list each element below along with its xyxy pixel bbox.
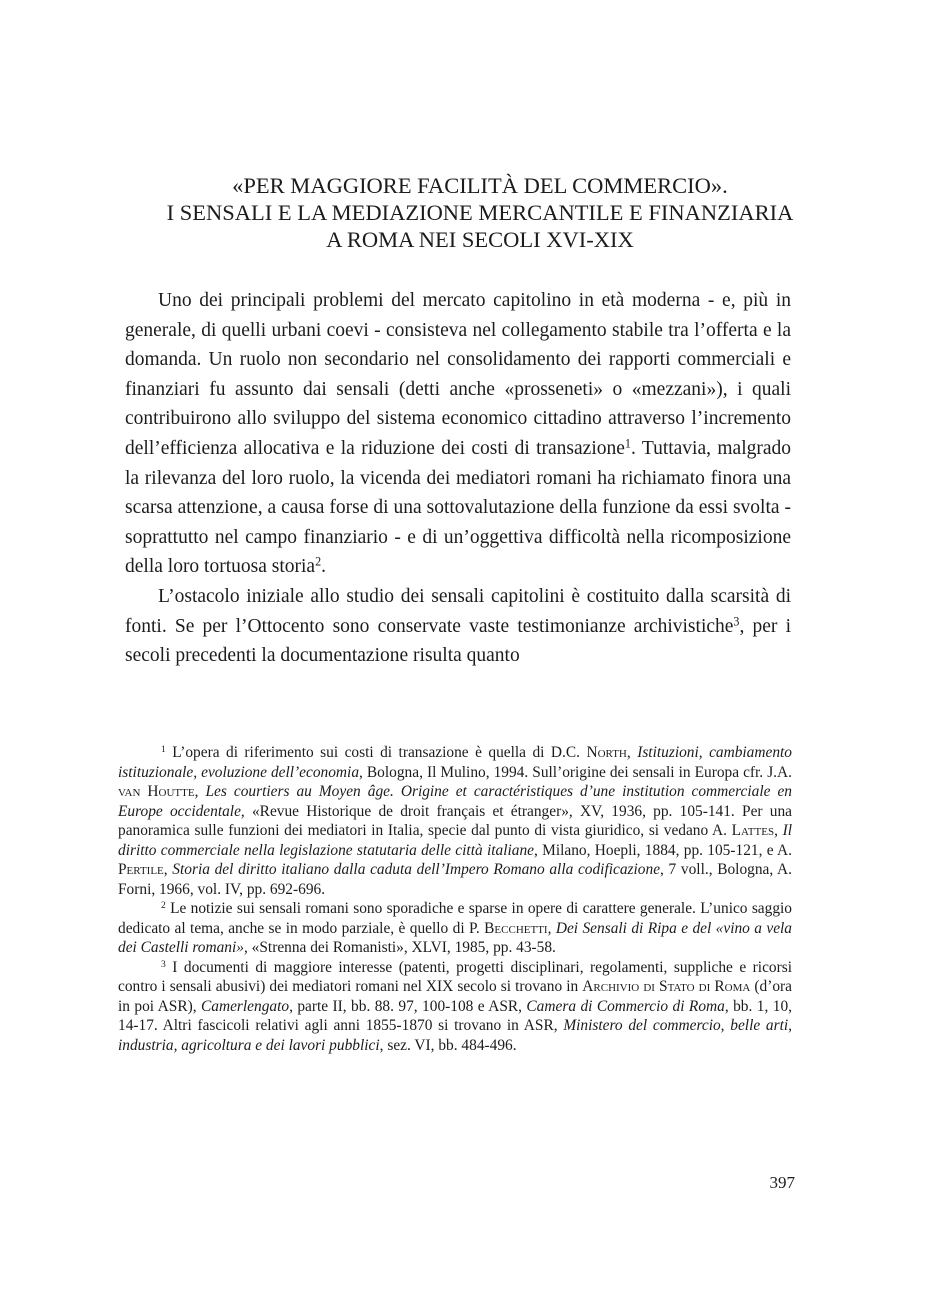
footnote-1-number: 1 [161, 743, 166, 755]
paragraph-1-text-b: . Tuttavia, malgrado la rilevanza del loro ruolo, la vicenda dei mediatori romani ha richiamato finora una scarsa attenzione, a causa forse di una sottovalutazione della funzione da essi svolta - soprattutto nel campo finanziario - e di un’oggettiva difficoltà nella ricomposizione della loro tortuosa storia [125, 437, 792, 578]
fn2-author: Becchetti [484, 919, 548, 937]
paragraph-2-text-a: L’ostacolo iniziale allo studio dei sensali capitolini è costituito dalla scarsità di fonti. Se per l’Ottocento sono conservate vaste testimonianze archivistiche [125, 585, 791, 637]
fn2-text: , «Strenna dei Romanisti», XLVI, 1985, pp. 43-58. [243, 939, 556, 956]
footnote-3-number: 3 [161, 958, 166, 970]
paragraph-2-text-b: , per i secoli precedenti la documentazione risulta quanto [125, 615, 791, 667]
fn3-text: , sez. VI, bb. 484-496. [379, 1036, 517, 1054]
footnotes [118, 743, 792, 1055]
fn1-text: , [163, 861, 173, 878]
footnote-ref-2: 2 [315, 554, 322, 569]
fn3-text: I documenti di maggiore interesse (patenti, progetti disciplinari, regolamenti, suppliche e ricorsi contro i sensali abusivi) dei mediatori romani nel XIX secolo si trovano in [118, 958, 792, 995]
paragraph-2 [125, 582, 791, 671]
footnote-2 [118, 899, 792, 958]
fn2-text: , [547, 919, 556, 937]
fn1-text: , [194, 783, 206, 800]
fn3-fonds: Camerlengato [201, 997, 290, 1015]
fn3-archive: Archivio di Stato di Roma [582, 978, 751, 995]
title-line-1: «PER MAGGIORE FACILITÀ DEL COMMERCIO». [232, 173, 728, 198]
fn1-work-title: Istituzioni, cambiamento istituzionale, evoluzione dell’economia [118, 744, 792, 781]
fn1-text: , 7 voll., Bologna, A. Forni, 1966, vol. IV, pp. 692-696. [118, 861, 792, 898]
footnote-1 [118, 743, 792, 899]
fn3-fonds: Ministero del commercio, belle arti, industria, agricoltura e dei lavori pubblici [118, 1017, 793, 1054]
fn1-text: , Milano, Hoepli, 1884, pp. 105-121, e A. [534, 841, 792, 859]
page-number: 397 [769, 1173, 795, 1192]
fn1-work-title: Il diritto commerciale nella legislazione statutaria delle città italiane [118, 822, 792, 859]
title-line-2: I SENSALI E LA MEDIAZIONE MERCANTILE E FINANZIARIA [166, 200, 794, 225]
footnote-2-number: 2 [161, 899, 166, 911]
paragraph-1-text-a: Uno dei principali problemi del mercato capitolino in età moderna - e, più in generale, di quelli urbani coevi - consisteva nel collegamento stabile tra l’offerta e la domanda. Un ruolo non secondario nel consolidamento dei rapporti commerciali e finanziari fu assunto dai sensali (detti anche «prosseneti» o «mezzani»), i quali contribuirono allo sviluppo del sistema economico cittadino attraverso l’incremento dell’efficienza allocativa e la riduzione dei costi di transazione [125, 290, 791, 459]
fn2-work-title: Dei Sensali di Ripa e del «vino a vela dei Castelli romani» [118, 919, 793, 956]
fn1-text: , Bologna, Il Mulino, 1994. Sull’origine dei sensali in Europa cfr. J.A. [359, 763, 792, 781]
fn1-author: van Houtte [118, 783, 195, 800]
footnote-ref-3: 3 [733, 613, 740, 628]
footnote-3 [118, 958, 792, 1056]
fn1-work-title: Storia del diritto italiano dalla caduta dell’Impero Romano alla codificazione [172, 861, 661, 878]
fn3-text: (d’ora in poi ASR), [118, 978, 792, 1015]
article-title [120, 172, 840, 253]
footnote-ref-1: 1 [624, 436, 631, 451]
title-line-3: A ROMA NEI SECOLI XVI-XIX [326, 227, 634, 252]
paragraph-1 [125, 286, 791, 582]
fn1-author: North [586, 744, 627, 761]
fn2-text: Le notizie sui sensali romani sono sporadiche e sparse in opere di carattere generale. L’unico saggio dedicato al tema, anche se in modo parziale, è quello di P. [118, 900, 792, 937]
paragraph-1-text-c: . [321, 556, 326, 578]
fn3-text: , parte II, bb. 88. 97, 100-108 e ASR, [289, 997, 527, 1015]
fn1-text: , [626, 744, 638, 761]
fn3-text: , bb. 1, 10, 14-17. Altri fascicoli relativi agli anni 1855-1870 si trovano in ASR, [118, 997, 792, 1034]
fn1-work-title: Les courtiers au Moyen âge. Origine et caractéristiques d’une institution commerciale en Europe occidentale [118, 783, 792, 820]
fn1-author: Lattes [731, 822, 775, 839]
fn3-fonds: Camera di Commercio di Roma [526, 997, 725, 1015]
fn1-text: L’opera di riferimento sui costi di transazione è quella di D.C. [165, 744, 587, 761]
fn1-text: , «Revue Historique de droit français et étranger», XV, 1936, pp. 105-141. Per una panoramica sulle funzioni dei mediatori in Italia, specie dal punto di vista giuridico, si vedano A. [118, 802, 792, 839]
main-text [125, 286, 791, 671]
fn1-text: , [774, 822, 783, 839]
fn1-author: Pertile [118, 861, 164, 878]
